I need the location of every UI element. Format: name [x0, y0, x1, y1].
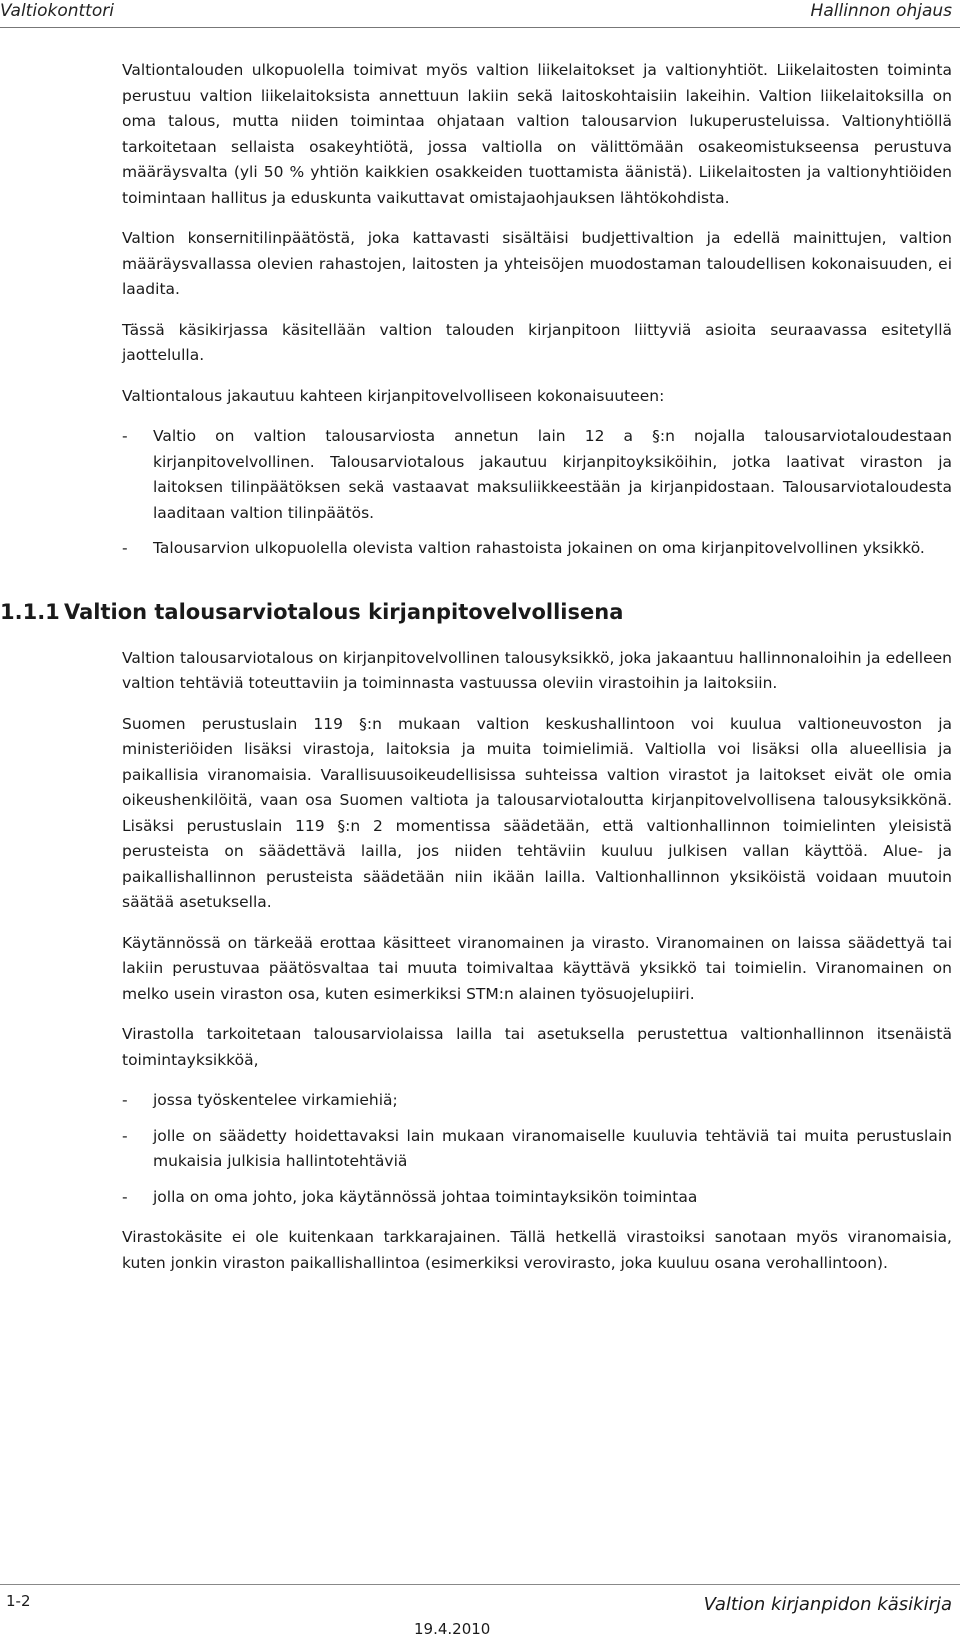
section-heading	[0, 598, 952, 626]
footer-divider	[0, 1584, 960, 1585]
section-title: Valtion talousarviotalous kirjanpitovelvollisena	[64, 599, 624, 624]
list-item	[122, 1088, 952, 1114]
header-chapter: Hallinnon ohjaus	[810, 1, 952, 21]
list-item	[122, 1124, 952, 1175]
paragraph-liikelaitokset: Valtiontalouden ulkopuolella toimivat myös valtion liikelaitokset ja valtionyhtiöt. Liikelaitosten toiminta perustuu valtion liikelaitoksista annettuun lakiin sekä laitoskohtaisiin lakeihin. Valtion liikelaitoksilla on oma talous, mutta niiden toimintaa ohjataan valtion talousarvion lukuperusteluissa. Valtionyhtiöllä tarkoitetaan sellaista osakeyhtiötä, jossa valtiolla on välittömään osakeomistukseensa perustuva määräysvalta (yli 50 % yhtiön kaikkien osakkeiden tuottamista äänistä). Liikelaitosten ja valtionyhtiöiden toimintaan hallitus ja eduskunta vaikuttavat omistajaohjauksen lähtökohdista.	[122, 61, 952, 207]
list-item-text: jossa työskentelee virkamiehiä;	[153, 1091, 398, 1109]
paragraph-jaottelu: Tässä käsikirjassa käsitellään valtion talouden kirjanpitoon liittyviä asioita seuraavassa esitetyllä jaottelulla.	[122, 320, 952, 364]
paragraph-perustuslaki: Suomen perustuslain 119 §:n mukaan valtion keskushallintoon voi kuulua valtioneuvoston ja ministeriöiden lisäksi virastoja, laitoksia ja muita toimielimiä. Valtiolla voi lisäksi olla alueellisia ja paikallisia viranomaisia. Varallisuusoikeudellisissa suhteissa valtion virastot ja laitokset eivät ole omia oikeushenkilöitä, vaan osa Suomen valtiota ja talousarviotaloutta kirjanpitovelvollisena talousyksikkönä. Lisäksi perustuslain 119 §:n 2 momentissa säädetään, että valtionhallinnon toimielinten yleisistä perusteista on säädettävä lailla, jos niiden tehtäviin kuuluu julkisen vallan käyttöä. Alue- ja paikallishallinnon perusteista säädetään niin ikään lailla. Valtionhallinnon yksiköistä voidaan muutoin säätää asetuksella.	[122, 714, 952, 911]
header-divider	[0, 27, 960, 28]
list-dash: -	[122, 1126, 128, 1145]
list-dash: -	[122, 539, 128, 557]
list-item-text: jolla on oma johto, joka käytännössä johtaa toimintayksikön toimintaa	[153, 1187, 698, 1206]
list-item-text: Talousarvion ulkopuolella olevista valtion rahastoista jokainen on oma kirjanpitovelvollinen yksikkö.	[153, 539, 925, 557]
section-number: 1.1.1	[0, 599, 60, 624]
list-item-text: jolle on säädetty hoidettavaksi lain mukaan viranomaiselle kuuluvia tehtäviä tai muita perustuslain mukaisia julkisia hallintotehtäviä	[153, 1126, 952, 1170]
paragraph-kokonaisuudet-intro: Valtiontalous jakautuu kahteen kirjanpitovelvolliseen kokonaisuuteen:	[122, 386, 665, 405]
list-viraston-tunnusmerkit	[122, 1088, 952, 1210]
paragraph-virasto-maaritelma: Virastolla tarkoitetaan talousarviolaissa lailla tai asetuksella perustettua valtionhallinnon itsenäistä toimintayksikköä,	[122, 1025, 952, 1069]
paragraph-talousyksikko: Valtion talousarviotalous on kirjanpitovelvollinen talousyksikkö, joka jakaantuu hallinnonaloihin ja edelleen valtion tehtäviä toteuttaviin ja toiminnasta vastuussa oleviin virastoihin ja laitoksiin.	[122, 648, 952, 692]
page-body	[0, 58, 952, 1291]
list-dash: -	[122, 1091, 128, 1109]
page-number: 1-2	[6, 1592, 31, 1610]
publication-date: 19.4.2010	[414, 1620, 491, 1638]
list-kirjanpitovelvolliset	[122, 424, 952, 562]
paragraph-virastokasite: Virastokäsite ei ole kuitenkaan tarkkarajainen. Tällä hetkellä virastoiksi sanotaan myös viranomaisia, kuten jonkin viraston paikallishallintoa (esimerkiksi verovirasto, joka kuuluu osana verohallintoon).	[122, 1228, 952, 1272]
list-dash: -	[122, 1187, 128, 1206]
list-dash: -	[122, 427, 128, 445]
header-organization: Valtiokonttori	[0, 1, 114, 21]
paragraph-viranomainen-virasto: Käytännössä on tärkeää erottaa käsitteet viranomainen ja virasto. Viranomainen on laissa säädettyä tai lakiin perustuvaa päätösvaltaa tai muuta toimivaltaa käyttävä yksikkö tai toimielin. Viranomainen on melko usein viraston osa, kuten esimerkiksi STM:n alainen työsuojelupiiri.	[122, 933, 952, 1003]
book-title: Valtion kirjanpidon käsikirja	[703, 1594, 952, 1615]
list-item	[122, 536, 952, 562]
page-header	[0, 0, 960, 28]
list-item	[122, 1185, 952, 1211]
paragraph-konsernitilinpaatos: Valtion konsernitilinpäätöstä, joka kattavasti sisältäisi budjettivaltion ja edellä mainittujen, valtion määräysvallassa olevien rahastojen, laitosten ja yhteisöjen muodostaman taloudellisen kokonaisuuden, ei laadita.	[122, 229, 952, 298]
list-item	[122, 424, 952, 526]
list-item-text: Valtio on valtion talousarviosta annetun lain 12 a §:n nojalla talousarviotaloudestaan kirjanpitovelvollinen. Talousarviotalous jakautuu kirjanpitoyksiköihin, jotka laativat viraston ja laitoksen tilinpäätöksen sekä vastaavat maksuliikkeestään ja kirjanpidostaan. Talousarviotaloudesta laaditaan valtion tilinpäätös.	[153, 427, 952, 522]
